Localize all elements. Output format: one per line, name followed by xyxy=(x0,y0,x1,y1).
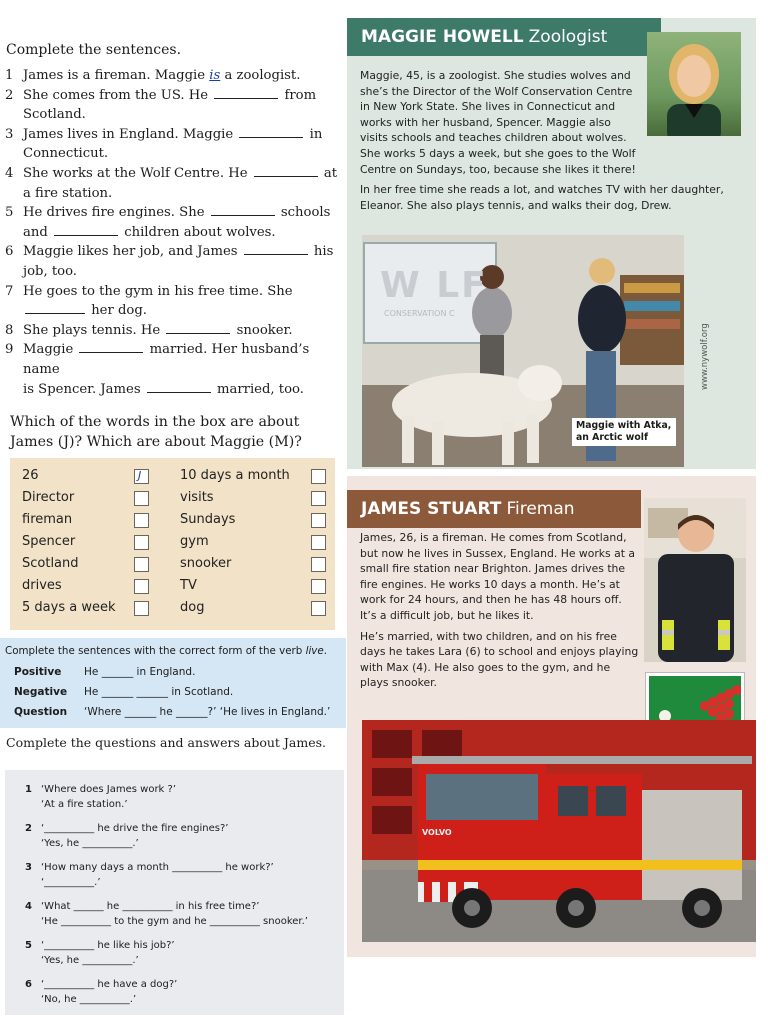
word-box-word: Director xyxy=(22,490,75,505)
sentence-text: and xyxy=(23,224,52,240)
word-box-word: 5 days a week xyxy=(22,600,116,615)
word-checkbox[interactable] xyxy=(134,601,149,616)
word-box xyxy=(10,458,335,630)
james-name: JAMES STUART xyxy=(361,499,502,519)
answer-item[interactable]: ‘Yes, he __________.’ xyxy=(41,955,139,966)
answer-item[interactable]: ‘Yes, he __________.’ xyxy=(41,838,139,849)
sentence-text: his xyxy=(309,244,334,260)
sentence-text: She works at the Wolf Centre. He xyxy=(23,165,252,181)
answer-item[interactable]: ‘No, he __________.’ xyxy=(41,994,137,1005)
question-number: 2 xyxy=(25,823,32,834)
answer-blank[interactable] xyxy=(54,234,118,236)
word-box-word: 26 xyxy=(22,468,39,483)
truck-brand: VOLVO xyxy=(422,828,452,837)
question-number: 1 xyxy=(25,784,32,795)
answer-blank[interactable] xyxy=(25,312,85,314)
exercise2-instruction-line1: Which of the words in the box are about xyxy=(10,414,300,430)
sentence-item xyxy=(5,86,343,125)
word-checkbox[interactable] xyxy=(311,491,326,506)
question-item xyxy=(25,901,259,912)
maggie-job: Zoologist xyxy=(528,27,608,47)
question-text[interactable]: ‘__________ he drive the fire engines?’ xyxy=(41,823,229,834)
james-header xyxy=(347,490,641,528)
sentence-text: Scotland. xyxy=(23,107,86,123)
maggie-card xyxy=(347,18,756,469)
word-box-word: TV xyxy=(180,578,197,593)
word-checkbox[interactable] xyxy=(134,469,149,484)
sentence-text: schools xyxy=(276,205,331,221)
maggie-classroom-photo xyxy=(362,235,684,467)
verb-row xyxy=(14,666,344,678)
maggie-header xyxy=(347,18,661,56)
question-number: 5 xyxy=(25,940,32,951)
verb-row xyxy=(14,686,344,698)
word-box-word: snooker xyxy=(180,556,232,571)
sentence-text: married, too. xyxy=(212,381,304,397)
answer-blank[interactable] xyxy=(254,175,318,177)
question-item xyxy=(25,862,274,873)
sentence-item xyxy=(5,242,343,281)
sentence-text: Maggie xyxy=(23,342,78,358)
exercise4-instruction: Complete the questions and answers about James. xyxy=(6,735,327,750)
word-checkbox[interactable] xyxy=(134,491,149,506)
example-answer: is xyxy=(209,68,221,83)
sentence-text: in xyxy=(305,126,323,142)
james-card xyxy=(347,476,756,957)
answer-blank[interactable] xyxy=(147,391,211,393)
wolf-screen-subtitle: CONSERVATION C xyxy=(384,309,455,318)
item-number: 6 xyxy=(5,244,14,260)
answer-blank[interactable] xyxy=(244,253,308,255)
question-text[interactable]: ‘__________ he have a dog?’ xyxy=(41,979,178,990)
word-checkbox[interactable] xyxy=(134,513,149,528)
item-number: 4 xyxy=(5,165,14,181)
sentence-text: James is a fireman. Maggie xyxy=(23,68,210,83)
sentence-text: children about wolves. xyxy=(120,224,276,240)
word-checkbox[interactable] xyxy=(311,535,326,550)
verb-row-text: ‘Where ______ he ______?’ ‘He lives in England.’ xyxy=(84,706,331,718)
item-number: 2 xyxy=(5,87,14,103)
word-checkbox[interactable] xyxy=(311,601,326,616)
verb-row-text: He ______ in England. xyxy=(84,666,196,678)
word-checkbox[interactable] xyxy=(311,557,326,572)
item-number: 3 xyxy=(5,126,14,142)
sentence-text: job, too. xyxy=(23,263,77,279)
james-paragraph-2: He’s married, with two children, and on his free days he takes Lara (6) to school and enjoys playing with Max (4). He also goes to the gym, and he plays snooker. xyxy=(360,629,639,690)
exercise1-list xyxy=(5,66,343,399)
question-number: 6 xyxy=(25,979,32,990)
sentence-text: He goes to the gym in his free time. She xyxy=(23,283,293,299)
question-item xyxy=(25,979,177,990)
sentence-item xyxy=(5,66,343,86)
maggie-text xyxy=(360,68,746,218)
answer-blank[interactable] xyxy=(214,97,278,99)
question-text[interactable]: ‘How many days a month __________ he work?’ xyxy=(41,862,274,873)
sentence-text: He drives fire engines. She xyxy=(23,205,209,221)
answer-item[interactable]: ‘He __________ to the gym and he __________ snooker.’ xyxy=(41,916,308,927)
word-box-word: visits xyxy=(180,490,214,505)
word-box-word: Spencer xyxy=(22,534,76,549)
sentence-text: her dog. xyxy=(87,303,148,319)
question-item xyxy=(25,823,228,834)
word-checkbox[interactable] xyxy=(311,513,326,528)
word-box-word: drives xyxy=(22,578,62,593)
sentence-item xyxy=(5,282,343,321)
james-job: Fireman xyxy=(506,499,575,519)
photo-caption: Maggie with Atka, an Arctic wolf xyxy=(572,418,676,446)
maggie-paragraph-1: Maggie, 45, is a zoologist. She studies wolves and she’s the Director of the Wolf Conservation Centre in New York State. She lives in Connecticut and works with her husband, Spencer. Maggie also visits schools and teaches children about wolves. She works 5 days a week, but she goes to the Wolf Centre on Sundays, too, because she likes it there! xyxy=(360,69,636,176)
fire-engine-photo xyxy=(362,720,756,942)
item-number: 1 xyxy=(5,68,14,83)
questions-panel xyxy=(5,770,344,1015)
question-text[interactable]: ‘What ______ he __________ in his free time?’ xyxy=(41,901,260,912)
word-checkbox[interactable] xyxy=(134,557,149,572)
verb-row-label: Positive xyxy=(14,666,62,678)
sentence-text: from xyxy=(280,87,317,103)
question-item xyxy=(25,784,176,795)
maggie-paragraph-2: In her free time she reads a lot, and watches TV with her daughter, Eleanor. She also plays tennis, and walks their dog, Drew. xyxy=(360,183,724,212)
question-number: 4 xyxy=(25,901,32,912)
sentence-text: a fire station. xyxy=(23,185,113,201)
sentence-text: Connecticut. xyxy=(23,146,109,162)
sentence-item xyxy=(5,164,343,203)
word-box-word: dog xyxy=(180,600,205,615)
verb-row-label: Negative xyxy=(14,686,68,698)
item-number: 7 xyxy=(5,283,14,299)
word-checkbox[interactable] xyxy=(134,579,149,594)
item-number: 9 xyxy=(5,342,14,358)
exercise3-verb: live xyxy=(305,645,324,657)
james-paragraph-1: James, 26, is a fireman. He comes from Scotland, but now he lives in Sussex, England. He works at a small fire station near Brighton. James drives the fire engines. He works 10 days a month. He’s at work for 24 hours, and then he has 48 hours off. It’s a difficult job, but he likes it. xyxy=(360,531,635,622)
word-checkbox[interactable] xyxy=(311,579,326,594)
verb-row xyxy=(14,706,344,718)
james-text xyxy=(360,530,640,696)
exercise3-instruction xyxy=(5,645,327,657)
sentence-text: married. Her husband’s name xyxy=(23,342,310,377)
question-text[interactable]: ‘Where does James work ?’ xyxy=(41,784,177,795)
word-box-word: Sundays xyxy=(180,512,236,527)
exercise3-instruction-text: Complete the sentences with the correct form of the verb xyxy=(5,645,306,657)
answer-blank[interactable] xyxy=(166,332,230,334)
answer-blank[interactable] xyxy=(211,214,275,216)
verb-row-text: He ______ ______ in Scotland. xyxy=(84,686,234,698)
word-checkbox[interactable] xyxy=(134,535,149,550)
verb-exercise-panel xyxy=(0,638,346,728)
word-box-word: 10 days a month xyxy=(180,468,290,483)
sentence-text: She comes from the US. He xyxy=(23,87,213,103)
james-portrait xyxy=(644,498,746,662)
sentence-text: is Spencer. James xyxy=(23,381,145,397)
word-box-word: fireman xyxy=(22,512,73,527)
word-checkbox[interactable] xyxy=(311,469,326,484)
exercise2-instruction xyxy=(10,412,302,452)
sentence-text: snooker. xyxy=(232,322,293,338)
sentence-item xyxy=(5,203,343,242)
answer-item[interactable]: ‘__________.’ xyxy=(41,877,101,888)
verb-row-label: Question xyxy=(14,706,68,718)
sentence-text: James lives in England. Maggie xyxy=(23,126,238,142)
sentence-item xyxy=(5,125,343,164)
exercise2-instruction-line2: James (J)? Which are about Maggie (M)? xyxy=(10,434,302,450)
answer-blank[interactable] xyxy=(239,136,303,138)
word-box-word: Scotland xyxy=(22,556,79,571)
checkbox-answer: J xyxy=(138,469,142,482)
maggie-name: MAGGIE HOWELL xyxy=(361,27,524,47)
item-number: 5 xyxy=(5,205,14,221)
item-number: 8 xyxy=(5,322,14,338)
photo-credit: www.nywolf.org xyxy=(700,323,710,390)
word-box-word: gym xyxy=(180,534,209,549)
exercise1-instruction: Complete the sentences. xyxy=(6,42,182,58)
sentence-item xyxy=(5,340,343,399)
sentence-text: Maggie likes her job, and James xyxy=(23,244,242,260)
sentence-item xyxy=(5,321,343,341)
question-item xyxy=(25,940,175,951)
sentence-text: a zoologist. xyxy=(220,68,301,83)
sentence-text: at xyxy=(319,165,338,181)
answer-blank[interactable] xyxy=(79,351,143,353)
answer-item[interactable]: ‘At a fire station.’ xyxy=(41,799,128,810)
question-text[interactable]: ‘__________ he like his job?’ xyxy=(41,940,175,951)
exercise3-instruction-end: . xyxy=(323,645,328,657)
sentence-text: She plays tennis. He xyxy=(23,322,165,338)
wolf-screen-logo: W LF xyxy=(380,265,488,306)
question-number: 3 xyxy=(25,862,32,873)
